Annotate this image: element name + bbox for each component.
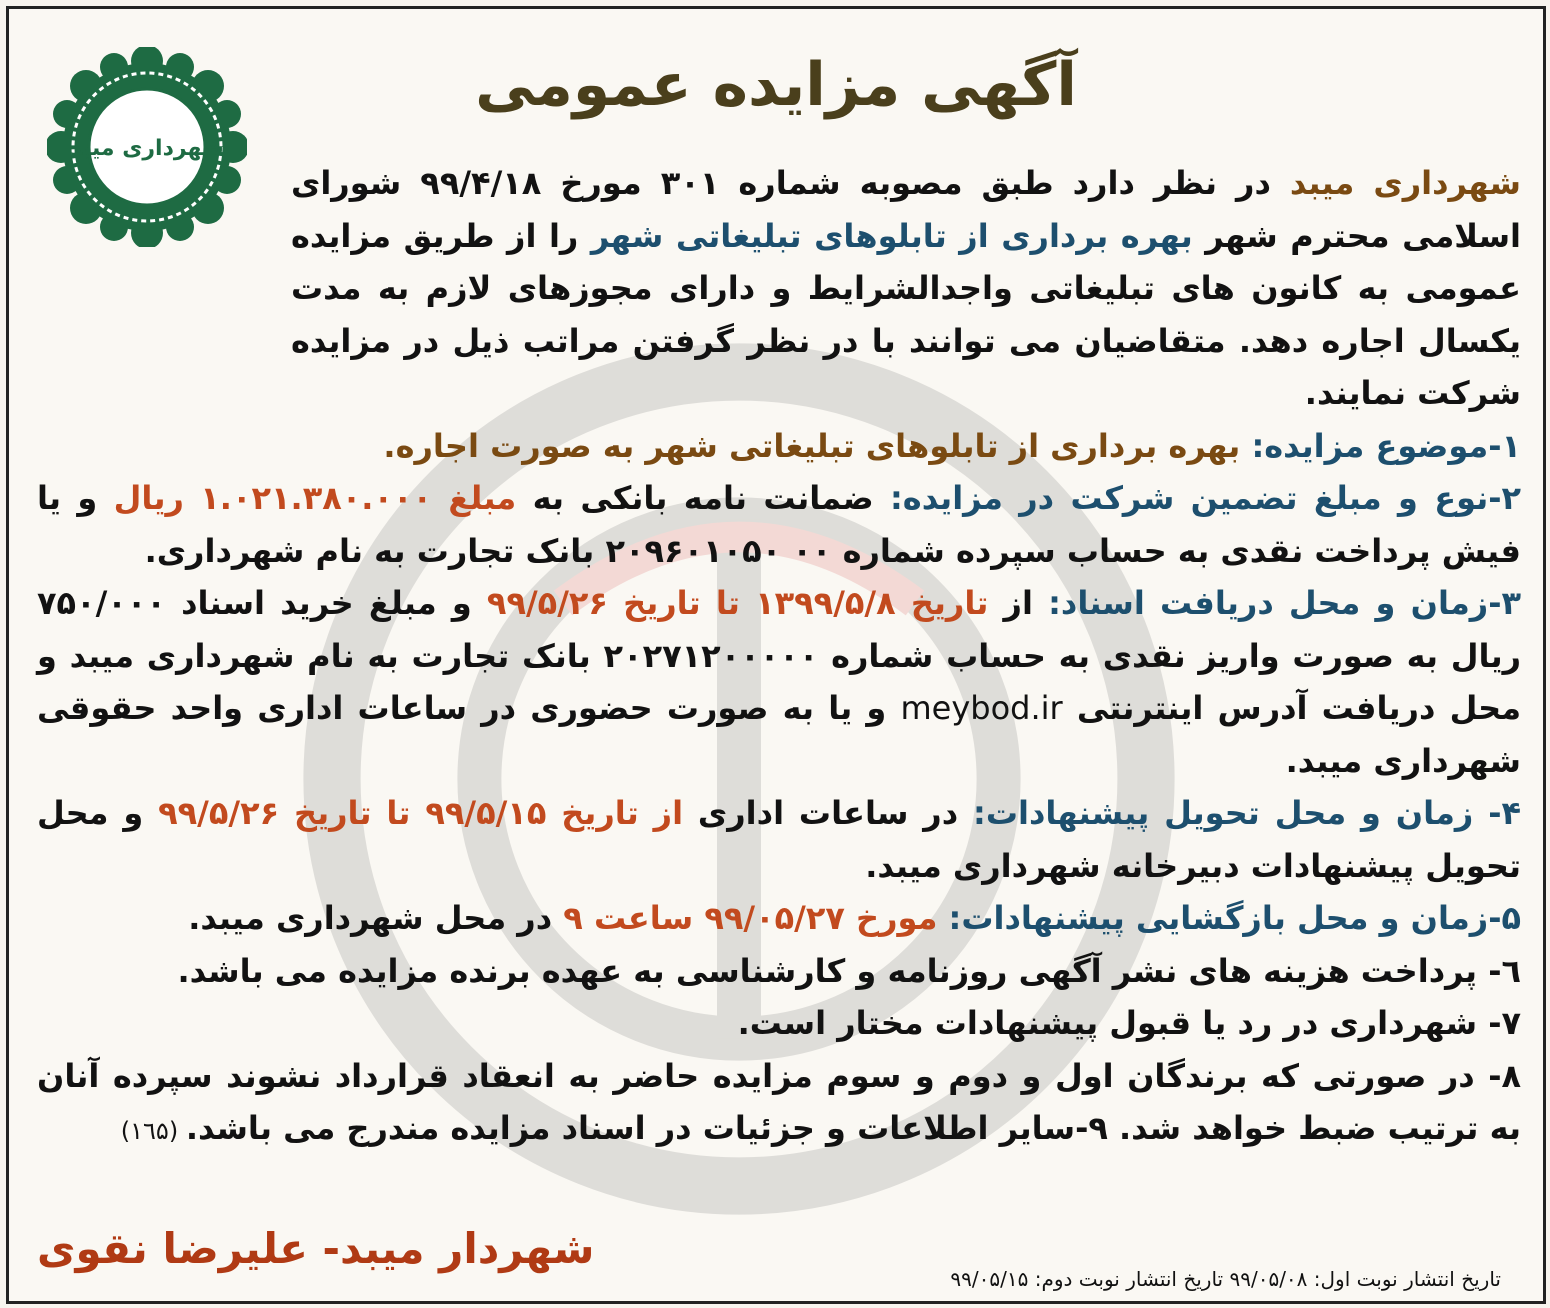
- item-3: [37, 577, 1521, 787]
- ad-body: [37, 157, 1521, 1158]
- item-2: [37, 472, 1521, 577]
- item-5-text-1: [937, 899, 948, 937]
- item-1-value: بهره برداری از تابلوهای تبلیغاتی شهر به صورت اجاره.: [383, 426, 1252, 465]
- org-name: شهرداری میبد: [1289, 164, 1522, 202]
- item-5: [37, 892, 1521, 945]
- ad-title: آگهی مزایده عمومی: [475, 50, 1077, 120]
- item-4-text-2: و محل تحویل پیشنهادات دبیرخانه شهرداری میبد.: [37, 794, 1521, 885]
- item-2-amount: مبلغ ۱.۰۲۱.۳۸۰.۰۰۰ ریال: [113, 479, 517, 517]
- item-2-label: ۲-نوع و مبلغ تضمین شرکت در مزایده:: [890, 479, 1522, 517]
- intro-text-1: در نظر دارد طبق مصوبه شماره ۳۰۱ مورخ ۹۹/۴/۱۸ شورای اسلامی محترم شهر: [291, 164, 1522, 255]
- item-5-label: ۵-زمان و محل بازگشایی پیشنهادات:: [948, 899, 1521, 937]
- item-3-dates: تاریخ ۱۳۹۹/۵/۸ تا تاریخ ۹۹/۵/۲۶: [486, 584, 989, 622]
- item-4: [37, 787, 1521, 892]
- item-3-label: ۳-زمان و محل دریافت اسناد:: [1048, 584, 1521, 622]
- intro-paragraph: [291, 157, 1521, 420]
- signature: شهردار میبد- علیرضا نقوی: [37, 1224, 595, 1273]
- item-3-text-1: از: [988, 584, 1049, 622]
- item-5-date: مورخ ۹۹/۰۵/۲۷ ساعت ۹: [563, 899, 938, 937]
- item-8: ۸- در صورتی که برندگان اول و دوم و سوم مزایده حاضر به انعقاد قرارداد نشوند سپرده آنان به ترتیب ضبط خواهد شد.: [37, 1056, 1521, 1147]
- item-4-dates: از تاریخ ۹۹/۵/۱۵ تا تاریخ ۹۹/۵/۲۶: [158, 794, 684, 832]
- item-9: ۹-سایر اطلاعات و جزئیات در اسناد مزایده مندرج می باشد.: [185, 1109, 1120, 1147]
- item-1-label: ۱-موضوع مزایده:: [1251, 426, 1521, 465]
- item-8-9: [37, 1050, 1521, 1158]
- item-4-text-1: در ساعات اداری: [683, 794, 974, 832]
- website-url: meybod.ir: [900, 689, 1063, 727]
- item-3-text-3: و یا به صورت حضوری در ساعات اداری واحد حقوقی شهرداری میبد.: [37, 689, 1521, 780]
- ad-reference-number: (۱٦۵): [120, 1117, 186, 1145]
- publication-dates: تاریخ انتشار نوبت اول: ۹۹/۰۵/۰۸ تاریخ انتشار نوبت دوم: ۹۹/۰۵/۱۵: [950, 1267, 1501, 1291]
- item-1: [37, 420, 1521, 473]
- item-7: ۷- شهرداری در رد یا قبول پیشنهادات مختار است.: [737, 1004, 1521, 1042]
- item-2-text-1: ضمانت نامه بانکی به: [516, 479, 890, 517]
- advertisement-frame: [6, 6, 1546, 1304]
- intro-subject: بهره برداری از تابلوهای تبلیغاتی شهر: [590, 216, 1193, 255]
- item-5-text-2: در محل شهرداری میبد.: [188, 899, 564, 937]
- logo-text: شهرداری میبد: [70, 136, 224, 161]
- item-4-label: ۴- زمان و محل تحویل پیشنهادات:: [973, 794, 1522, 832]
- intro-text-2: را از طریق مزایده عمومی به کانون های تبلیغاتی واجدالشرایط و دارای مجوزهای لازم به مدت یکسال اجاره دهد. متقاضیان می توانند با در نظر گرفتن مراتب ذیل در مزایده شرکت نمایند.: [291, 216, 1521, 412]
- item-6: ٦- پرداخت هزینه های نشر آگهی روزنامه و کارشناسی به عهده برنده مزایده می باشد.: [177, 951, 1521, 990]
- item-2-text-2: و یا فیش پرداخت نقدی به حساب سپرده شماره ۰۰ ۲۰۹۶۰۱۰۵۰ بانک تجارت به نام شهرداری.: [37, 479, 1521, 570]
- item-3-text-2: و مبلغ خرید اسناد ۷۵۰/۰۰۰ ریال به صورت واریز نقدی به حساب شماره ۲۰۲۷۱۲۰۰۰۰۰ بانک تجارت به نام شهرداری میبد و محل دریافت آدرس اینترنتی: [37, 584, 1522, 727]
